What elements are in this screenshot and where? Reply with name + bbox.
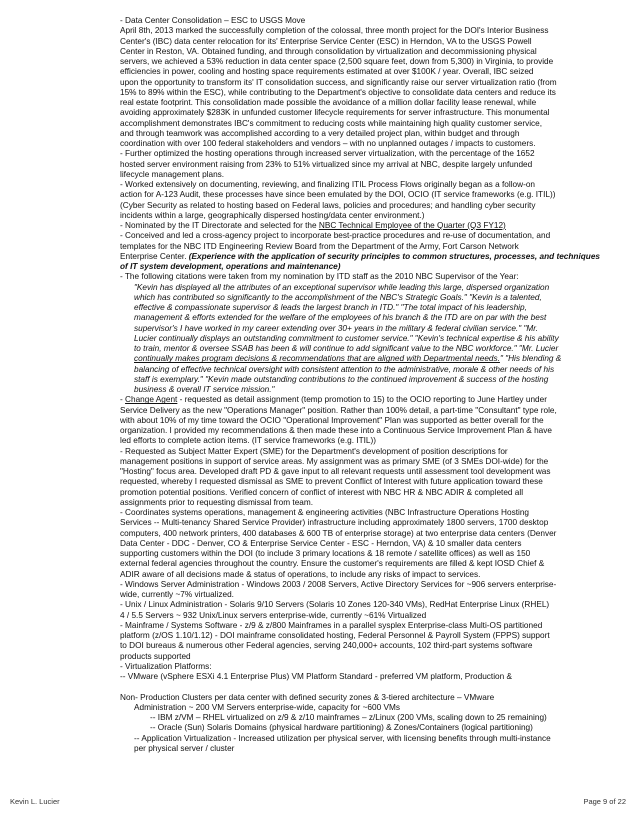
sub-item-cont: -- IBM z/VM – RHEL virtualized on z/9 & z/10 mainframes – z/Linux (200 VMs, scaling down to 25 remaining) bbox=[150, 713, 547, 722]
text-line: Data Center - DDC - Denver, CO & Enterprise Service Center - ESC - Herndon, VA) & 10 smaller data centers bbox=[120, 538, 522, 548]
text-line: April 8th, 2013 marked the successfully completion of the colossal, three month project for the DOI's Interior Business bbox=[120, 26, 549, 36]
document-body bbox=[120, 16, 620, 754]
text-line: servers, we achieved a 53% reduction in data center space (2,500 square feet, down from 5,300) in Virginia, to provide bbox=[120, 57, 554, 66]
quote-line: effective & compassionate supervisor & leads the largest branch in ITD." "The total impact of his leadership, bbox=[134, 303, 527, 312]
text-line: - Conceived and led a cross-agency project to incorporate best-practice procedures and re-use of documentation, and bbox=[120, 231, 551, 241]
text-line: Center in Reston, VA. Obtained funding, and through consolidation by virtualization and decommissioning physical bbox=[120, 46, 537, 56]
sub-item: -- Application Virtualization - Increased utilization per physical server, with licensing benefits through multi-instance bbox=[134, 733, 551, 743]
text-line: accomplishment demonstrates IBC's commitment to reducing costs while maintaining high quality customer service, bbox=[120, 118, 543, 128]
quote-line: business & overall IT service mission." bbox=[134, 385, 275, 394]
change-agent-line bbox=[120, 395, 620, 405]
text-line: led efforts to complete action items. (IT service frameworks (e.g. ITIL)) bbox=[120, 436, 376, 446]
text-line: to DOI bureaus & numerous other Federal agencies, serving 240,000+ accounts, 102 third-part systems software bbox=[120, 641, 533, 651]
text-line: platform (z/OS 1.10/1.12) - DOI mainframe consolidated hosting, Federal Personnel & Payroll System (FPPS) support bbox=[120, 631, 550, 640]
text-line: computers, 400 network printers, 400 databases & 600 TB of enterprise storage) at two enterprise data centers (Denver bbox=[120, 528, 557, 538]
nomination-text: - Nominated by the IT Directorate and selected for the bbox=[120, 221, 319, 230]
text-line: - Further optimized the hosting operations through increased server virtualization, with the percentage of the 1652 bbox=[120, 149, 535, 159]
quote-line: supervisor's I have worked in my career extending over 30+ years in the military & federal civilian service." "Mr. bbox=[134, 323, 538, 333]
text-line: - Worked extensively on documenting, reviewing, and finalizing ITIL Process Flows originally began as a follow-on bbox=[120, 180, 535, 189]
text-line: incidents within a large, geographically dispersed hosting/data center environment.) bbox=[120, 210, 425, 220]
text-line: promotion potential positions. Verified concern of conflict of interest with NBC HR & NBC ADIR & completed all bbox=[120, 487, 524, 497]
text-line: and through teamwork was accomplished according to a very detailed project plan, within budget and through bbox=[120, 128, 520, 138]
nomination-line bbox=[120, 221, 620, 231]
text-line: - Mainframe / Systems Software - z/9 & z/800 Mainframes in a parallel sysplex Enterprise-class Multi-OS partitioned bbox=[120, 620, 543, 630]
quote-line: Lucier continually displays an outstanding commitment to customer service." "Kevin's technical expertise & his ability bbox=[134, 333, 559, 343]
change-agent-text: - requested as detail assignment (temp promotion to 15) to the OCIO reporting to June Hartley under bbox=[177, 395, 547, 405]
quote-underlined: continually makes program decisions & recommendations that are aligned with Departmental needs. bbox=[134, 354, 500, 364]
quote-line: "Kevin has displayed all the attributes of an exceptional supervisor while leading this large, dispersed organization bbox=[134, 282, 550, 292]
security-experience-note: (Experience with the application of security principles to common structures, processes, and techniques bbox=[188, 251, 601, 261]
sub-item-cont: -- Oracle (Sun) Solaris Domains (physical hardware partitioning) & Zones/Containers (logical partitioning) bbox=[150, 723, 533, 733]
text-line: - The following citations were taken from my nomination by ITD staff as the 2010 NBC Supervisor of the Year: bbox=[120, 272, 519, 282]
dash: - bbox=[120, 395, 126, 405]
text-line: wide, currently ~7% virtualized. bbox=[120, 590, 234, 599]
text-line: "Hosting" focus area. Developed draft PD & gave input to all relevant requests until assessment tool development was bbox=[120, 467, 551, 476]
text-line: supporting customers within the DOI (to include 3 primary locations & 18 remote / satellite offices) as well as 150 bbox=[120, 549, 531, 558]
quote-line: balancing of effective technical oversight with consistent attention to the administrative, morale & other needs of his bbox=[134, 364, 555, 374]
quote-rest: " "His blending & bbox=[499, 354, 562, 364]
text-line: real estate footprint. This consolidation made possible the avoidance of a million dollar facility lease renewal, while bbox=[120, 98, 537, 107]
text-line: - Coordinates systems operations, management & engineering activities (NBC Infrastructure Operations Hosting bbox=[120, 508, 530, 517]
text-line: Service Delivery as the new "Operations Manager" position. Rather than 100% detail, a part-time "Consultant" type role, bbox=[120, 405, 557, 415]
quote-line: management & efforts extended for the welfare of the employees of his branch & the ITD are on par with the best bbox=[134, 313, 547, 323]
change-agent-link[interactable]: Change Agent bbox=[125, 395, 178, 405]
blank-line bbox=[120, 682, 620, 692]
text-line: Non- Production Clusters per data center with defined security zones & 3-tiered architecture – VMware bbox=[120, 692, 495, 702]
text-line: 4 / 5.5 Servers ~ 932 Unix/Linux servers enterprise-wide, currently ~61% Virtualized bbox=[120, 610, 427, 620]
text-line: - Windows Server Administration - Windows 2003 / 2008 Servers, Active Directory Services for ~906 servers enterprise- bbox=[120, 579, 557, 589]
text-line: ADIR aware of all decisions made & status of operations, to include any risks of impact to services. bbox=[120, 569, 481, 579]
footer-page-number: Page 9 of 22 bbox=[583, 797, 626, 806]
quote-line bbox=[120, 354, 620, 364]
text-line: Center's (IBC) data center relocation for its' Enterprise Service Center (ESC) in Herndon, VA to the USGS Powell bbox=[120, 36, 532, 46]
text-line: avoiding approximately $283K in unfunded customer lifecycle requirements for server infrastructure. This monumental bbox=[120, 108, 550, 118]
text-line: hosted server environment raising from 23% to 51% virtualized since my arrival at NBC, despite largely unfunded bbox=[120, 159, 533, 169]
text-line: - Data Center Consolidation – ESC to USGS Move bbox=[120, 16, 306, 25]
text-line: management positions in support of service areas. My assignment was as primary SME (of 3 SMEs DOI-wide) for the bbox=[120, 456, 549, 466]
sub-item: per physical server / cluster bbox=[134, 743, 235, 753]
text-line: action for A-123 Audit, these processes have since been emulated by the DOI, OCIO (IT service frameworks (e.g. ITIL)) bbox=[120, 190, 556, 200]
security-experience-line bbox=[120, 252, 620, 262]
text-line: lifecycle management plans. bbox=[120, 169, 225, 179]
quote-line: which has contributed so significantly to the accomplishment of the NBC's Strategic Goals." "Kevin is a talented, bbox=[134, 292, 542, 302]
sub-item: Administration ~ 200 VM Servers enterprise-wide, capacity for ~600 VMs bbox=[134, 702, 400, 712]
text-line: products supported bbox=[120, 651, 191, 661]
text-line: external federal agencies throughout the country. Ensure the customer's requirements are filled & kept IOSD Chief & bbox=[120, 559, 545, 569]
text-line: -- VMware (vSphere ESXi 4.1 Enterprise Plus) VM Platform Standard - preferred VM platform, Production & bbox=[120, 672, 513, 681]
text-line: Services -- Multi-tenancy Shared Service Provider) infrastructure including approximately 1800 servers, 1700 desktop bbox=[120, 518, 549, 528]
carson-text: Enterprise Center. bbox=[120, 251, 189, 261]
text-line: assignments prior to requesting dismissal from team. bbox=[120, 497, 314, 507]
security-experience-note-cont: of IT system development, operations and maintenance) bbox=[120, 262, 341, 271]
text-line: requested, whereby I requested dismissal as SME to prevent Conflict of Interest with future application toward these bbox=[120, 477, 543, 487]
employee-of-quarter-link[interactable]: NBC Technical Employee of the Quarter (Q3 FY12) bbox=[318, 221, 506, 230]
text-line: upon the opportunity to transform its' IT consolidation success, and significantly raise our server virtualization ratio (from bbox=[120, 77, 557, 87]
text-line: coordination with over 100 federal stakeholders and vendors – with no unplanned outages / impacts to customers. bbox=[120, 139, 536, 148]
quote-line: to train, mentor & oversee SSAB has been & will continue to add significant value to the NBC workforce." "Mr. Lucier bbox=[134, 344, 559, 353]
text-line: 15% to 89% within the ESC), while contributing to the Department's objective to consolidate data centers and reduce its bbox=[120, 87, 556, 97]
quote-line: staff is exemplary." "Kevin made outstanding contributions to the continued improvement & success of the hosting bbox=[134, 374, 549, 384]
text-line: organization. I provided my recommendations & then made these into a Continuous Service Improvement Plan & have bbox=[120, 426, 552, 435]
text-line: with about 10% of my time toward the OCIO "Operational Improvement" Plan was supported as better overall for the bbox=[120, 415, 544, 425]
text-line: efficiencies in power, cooling and hosting space requirements estimated at over $100K / year. Overall, IBC seized bbox=[120, 67, 534, 77]
text-line: - Requested as Subject Matter Expert (SME) for the Department's development of position descriptions for bbox=[120, 446, 508, 456]
text-line: - Unix / Linux Administration - Solaris 9/10 Servers (Solaris 10 Zones 120-340 VMs), RedHat Enterprise Linux (RHEL) bbox=[120, 600, 550, 610]
text-line: (Cyber Security as related to hosting based on Federal laws, policies and procedures; and handling cyber security bbox=[120, 200, 536, 210]
footer-author: Kevin L. Lucier bbox=[10, 797, 60, 806]
text-line: - Virtualization Platforms: bbox=[120, 661, 212, 671]
text-line: templates for the NBC ITD Engineering Review Board from the Department of the Army, Fort Carson Network bbox=[120, 241, 519, 251]
